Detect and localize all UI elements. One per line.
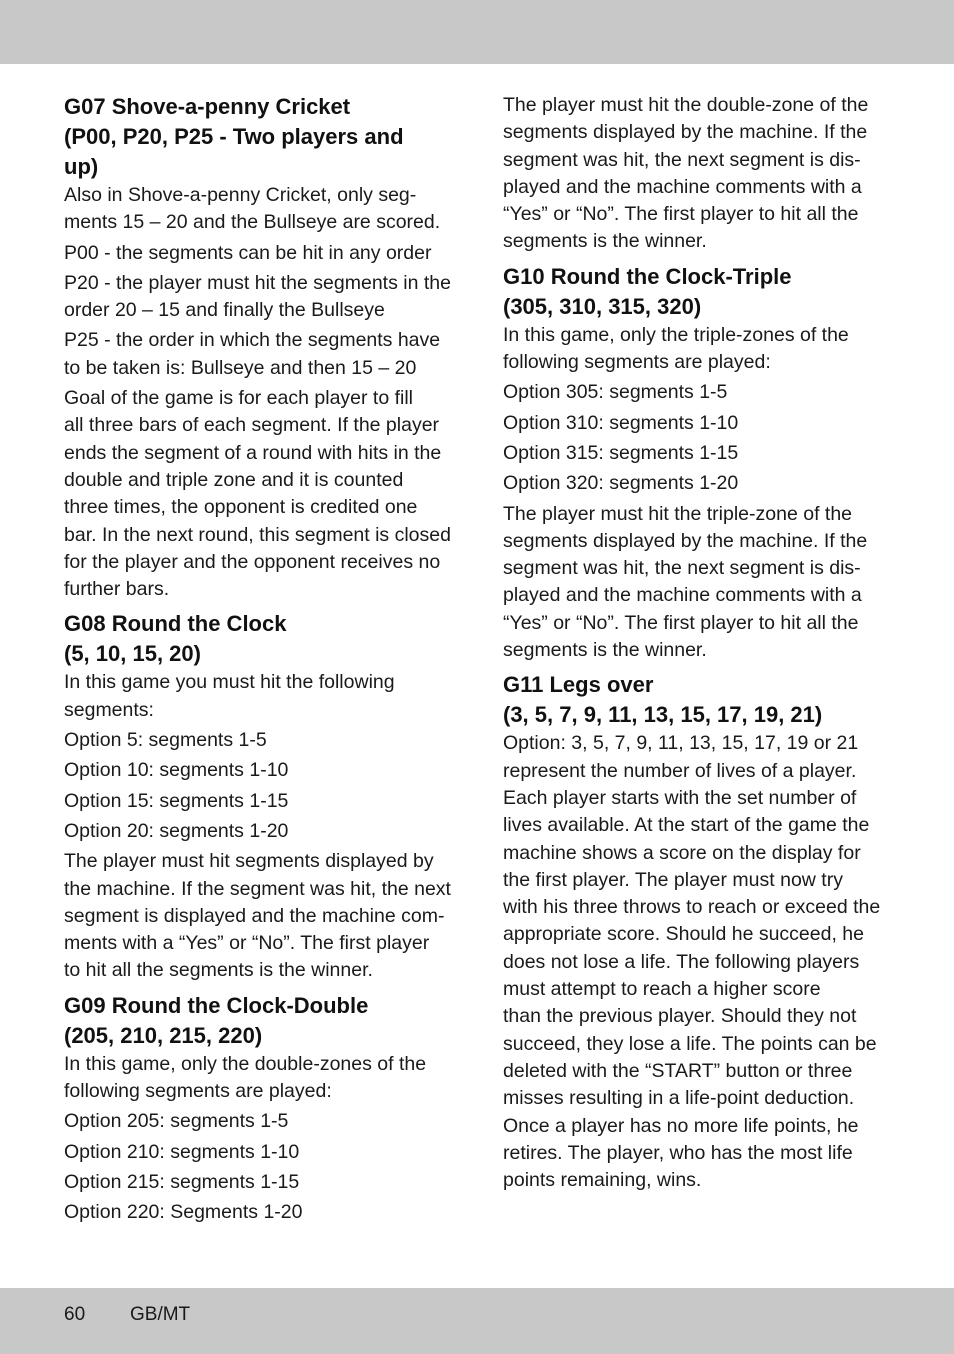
option-line: Option 305: segments 1-5 — [503, 381, 728, 404]
option-line: Option 10: segments 1-10 — [64, 759, 289, 782]
section-g07 — [64, 92, 456, 603]
option-line: Option 320: segments 1-20 — [503, 472, 739, 495]
language-code: GB/MT — [130, 1304, 191, 1325]
page-number: 60 — [64, 1304, 86, 1325]
paragraph: Option: 3, 5, 7, 9, 11, 13, 15, 17, 19 or 21 represent the number of lives of a player. Each player starts with the set number of lives available. At the start of the game the machine shows a score on the display for the first player. The player must now try with his three throws to reach or exceed the appropriate score. Should he succeed, he does not lose a life. The following players must attempt to reach a higher score than the previous player. Should they not succeed, they lose a life. The points can be deleted with the “START” button or three misses resulting in a life-point deduction. Once a player has no more life points, he retires. The player, who has the most life points remaining, wins. — [503, 732, 881, 1192]
heading-g09: G09 Round the Clock-Double (205, 210, 215, 220) — [64, 992, 369, 1048]
paragraph: P25 - the order in which the segments have to be taken is: Bullseye and then 15 – 20 — [64, 329, 441, 379]
header-bar — [0, 0, 954, 64]
option-line: Option 205: segments 1-5 — [64, 1110, 289, 1133]
paragraph: In this game, only the double-zones of the following segments are played: — [64, 1052, 427, 1103]
paragraph: The player must hit segments displayed by the machine. If the segment was hit, the next segment is displayed and the machine com- ments with a “Yes” or “No”. The first player to hit all the segments is the winner. — [64, 850, 451, 982]
option-line: Option 15: segments 1-15 — [64, 789, 289, 812]
section-g11 — [503, 670, 891, 1194]
right-column — [503, 92, 891, 1200]
paragraph: P20 - the player must hit the segments in the order 20 – 15 and finally the Bullseye — [64, 271, 451, 322]
heading-g11: G11 Legs over (3, 5, 7, 9, 11, 13, 15, 17, 19, 21) — [503, 672, 823, 728]
paragraph: The player must hit the double-zone of the segments displayed by the machine. If the segment was hit, the next segment is dis- played and the machine comments with a “Yes” or “No”. The first player to hit all the segments is the winner. — [503, 94, 869, 253]
paragraph: In this game, only the triple-zones of the following segments are played: — [503, 323, 849, 374]
heading-g08: G08 Round the Clock (5, 10, 15, 20) — [64, 611, 287, 667]
option-line: Option 220: Segments 1-20 — [64, 1201, 303, 1224]
section-g10 — [503, 262, 891, 665]
paragraph: The player must hit the triple-zone of the segments displayed by the machine. If the segment was hit, the next segment is dis- played and the machine comments with a “Yes” or “No”. The first player to hit all the segments is the winner. — [503, 502, 868, 662]
section-g08 — [64, 609, 456, 984]
heading-g10: G10 Round the Clock-Triple (305, 310, 315, 320) — [503, 263, 792, 319]
option-line: Option 215: segments 1-15 — [64, 1170, 300, 1193]
paragraph: P00 - the segments can be hit in any order — [64, 241, 432, 264]
section-g09 — [64, 991, 456, 1227]
heading-g07: G07 Shove-a-penny Cricket (P00, P20, P25 - Two players and up) — [64, 94, 404, 179]
paragraph: In this game you must hit the following segments: — [64, 671, 395, 721]
left-column — [64, 92, 456, 1233]
paragraph: Goal of the game is for each player to fill all three bars of each segment. If the player ends the segment of a round with hits in the double and triple zone and it is counted three times, the opponent is credited one bar. In the next round, this segment is closed for the player and the opponent receives no further bars. — [64, 387, 451, 601]
option-line: Option 20: segments 1-20 — [64, 819, 289, 842]
option-line: Option 315: segments 1-15 — [503, 441, 739, 464]
paragraph: Also in Shove-a-penny Cricket, only seg- ments 15 – 20 and the Bullseye are scored. — [64, 184, 441, 234]
option-line: Option 5: segments 1-5 — [64, 729, 267, 752]
option-line: Option 310: segments 1-10 — [503, 411, 739, 434]
option-line: Option 210: segments 1-10 — [64, 1140, 300, 1163]
section-g09-continued — [503, 92, 891, 256]
